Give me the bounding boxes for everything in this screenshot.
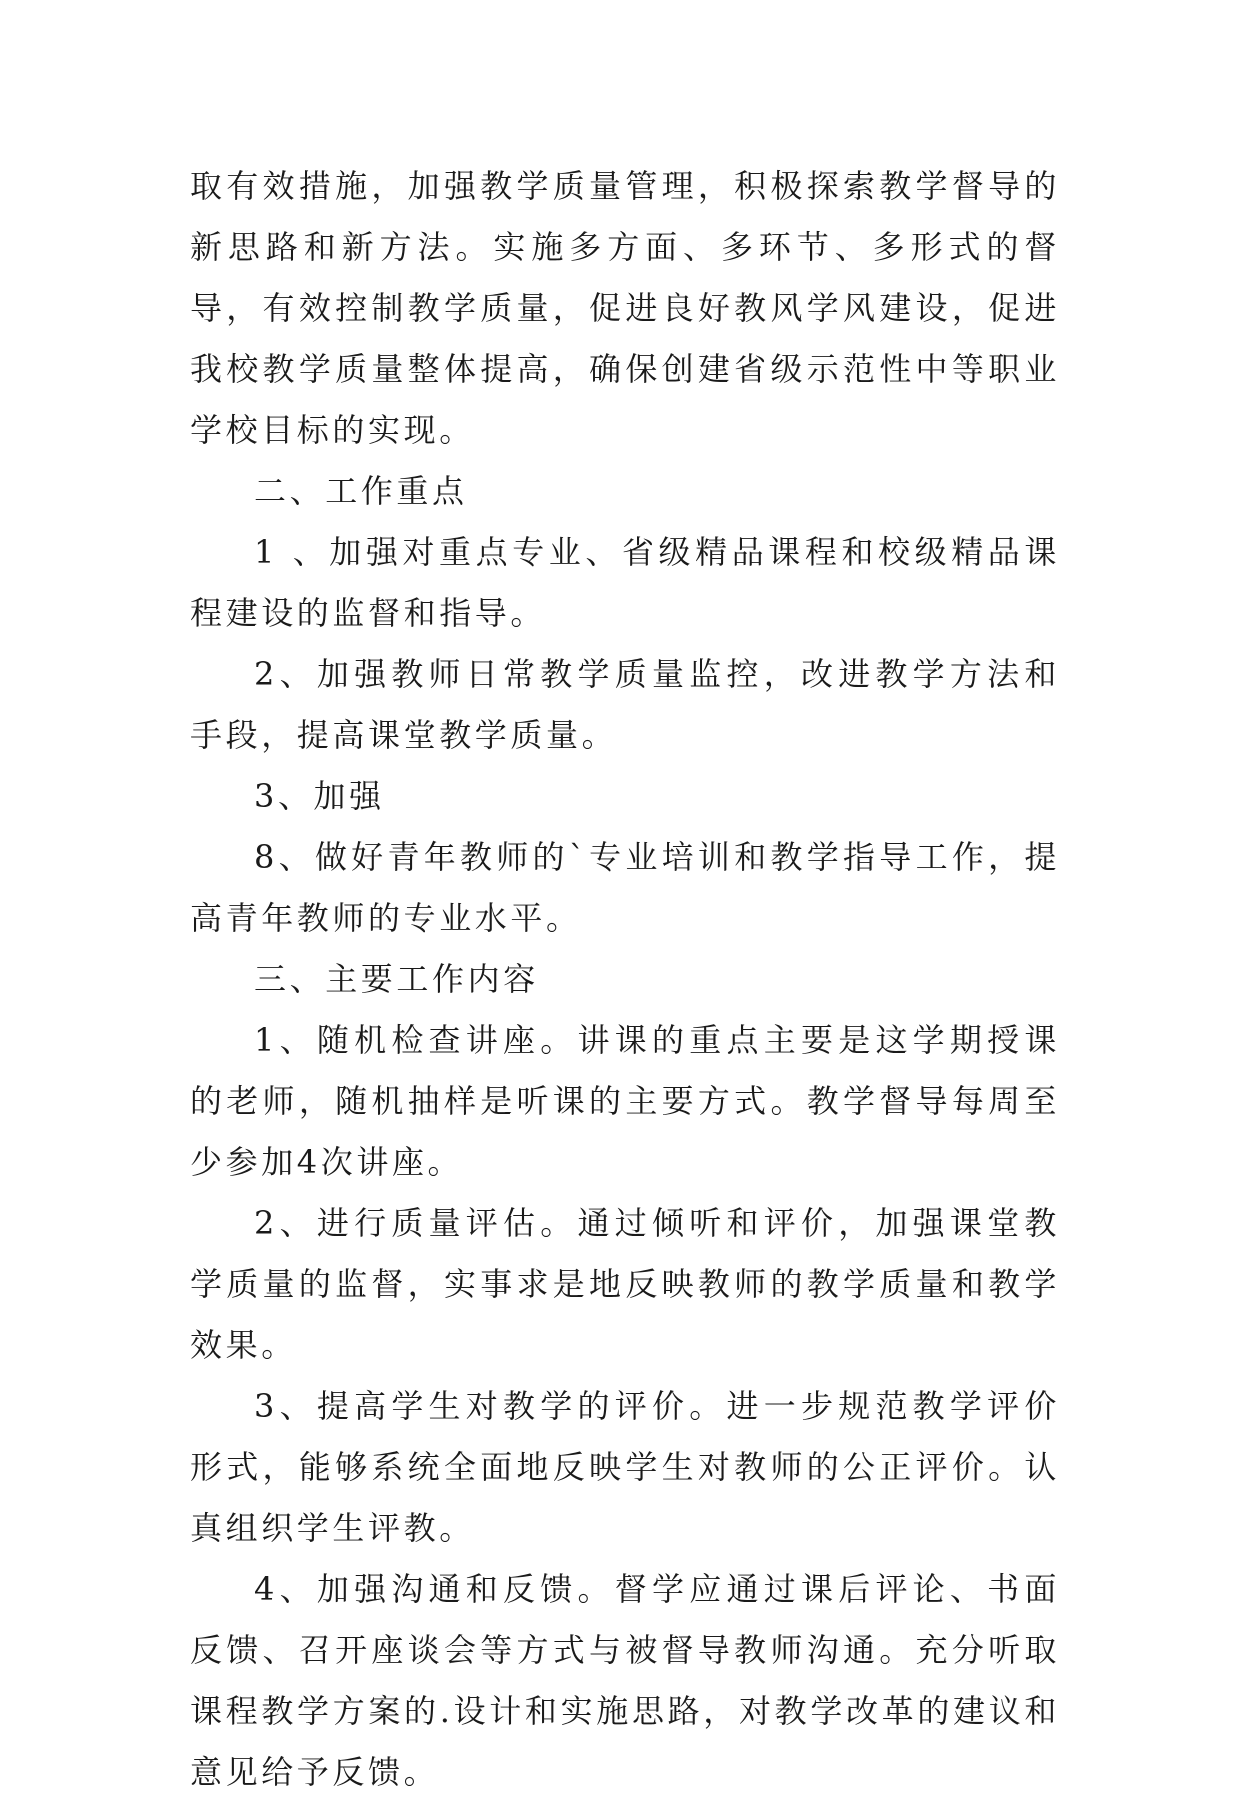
paragraph-work-4: 4、加强沟通和反馈。督学应通过课后评论、书面反馈、召开座谈会等方式与被督导教师沟通。充分听取课程教学方案的.设计和实施思路，对教学改革的建议和意见给予反馈。 — [190, 1570, 1060, 1791]
paragraph-intro-continued: 取有效措施，加强教学质量管理，积极探索教学督导的新思路和新方法。实施多方面、多环节、多形式的督导，有效控制教学质量，促进良好教风学风建设，促进我校教学质量整体提高，确保创建省级示范性中等职业学校目标的实现。 — [190, 167, 1060, 449]
paragraph-focus-1: 1 、加强对重点专业、省级精品课程和校级精品课程建设的监督和指导。 — [190, 533, 1060, 632]
document-body — [190, 156, 1060, 1803]
paragraph-focus-3: 3、加强 — [254, 777, 385, 815]
paragraph-work-1: 1、随机检查讲座。讲课的重点主要是这学期授课的老师，随机抽样是听课的主要方式。教学督导每周至少参加4次讲座。 — [190, 1021, 1060, 1181]
paragraph-work-2: 2、进行质量评估。通过倾听和评价，加强课堂教学质量的监督，实事求是地反映教师的教学质量和教学效果。 — [190, 1204, 1060, 1364]
paragraph-focus-2: 2、加强教师日常教学质量监控，改进教学方法和手段，提高课堂教学质量。 — [190, 655, 1060, 754]
paragraph-focus-8: 8、做好青年教师的`专业培训和教学指导工作，提高青年教师的专业水平。 — [190, 838, 1060, 937]
heading-main-work: 三、主要工作内容 — [254, 960, 539, 998]
heading-work-focus: 二、工作重点 — [254, 472, 468, 510]
paragraph-work-3: 3、提高学生对教学的评价。进一步规范教学评价形式，能够系统全面地反映学生对教师的公正评价。认真组织学生评教。 — [190, 1387, 1060, 1547]
